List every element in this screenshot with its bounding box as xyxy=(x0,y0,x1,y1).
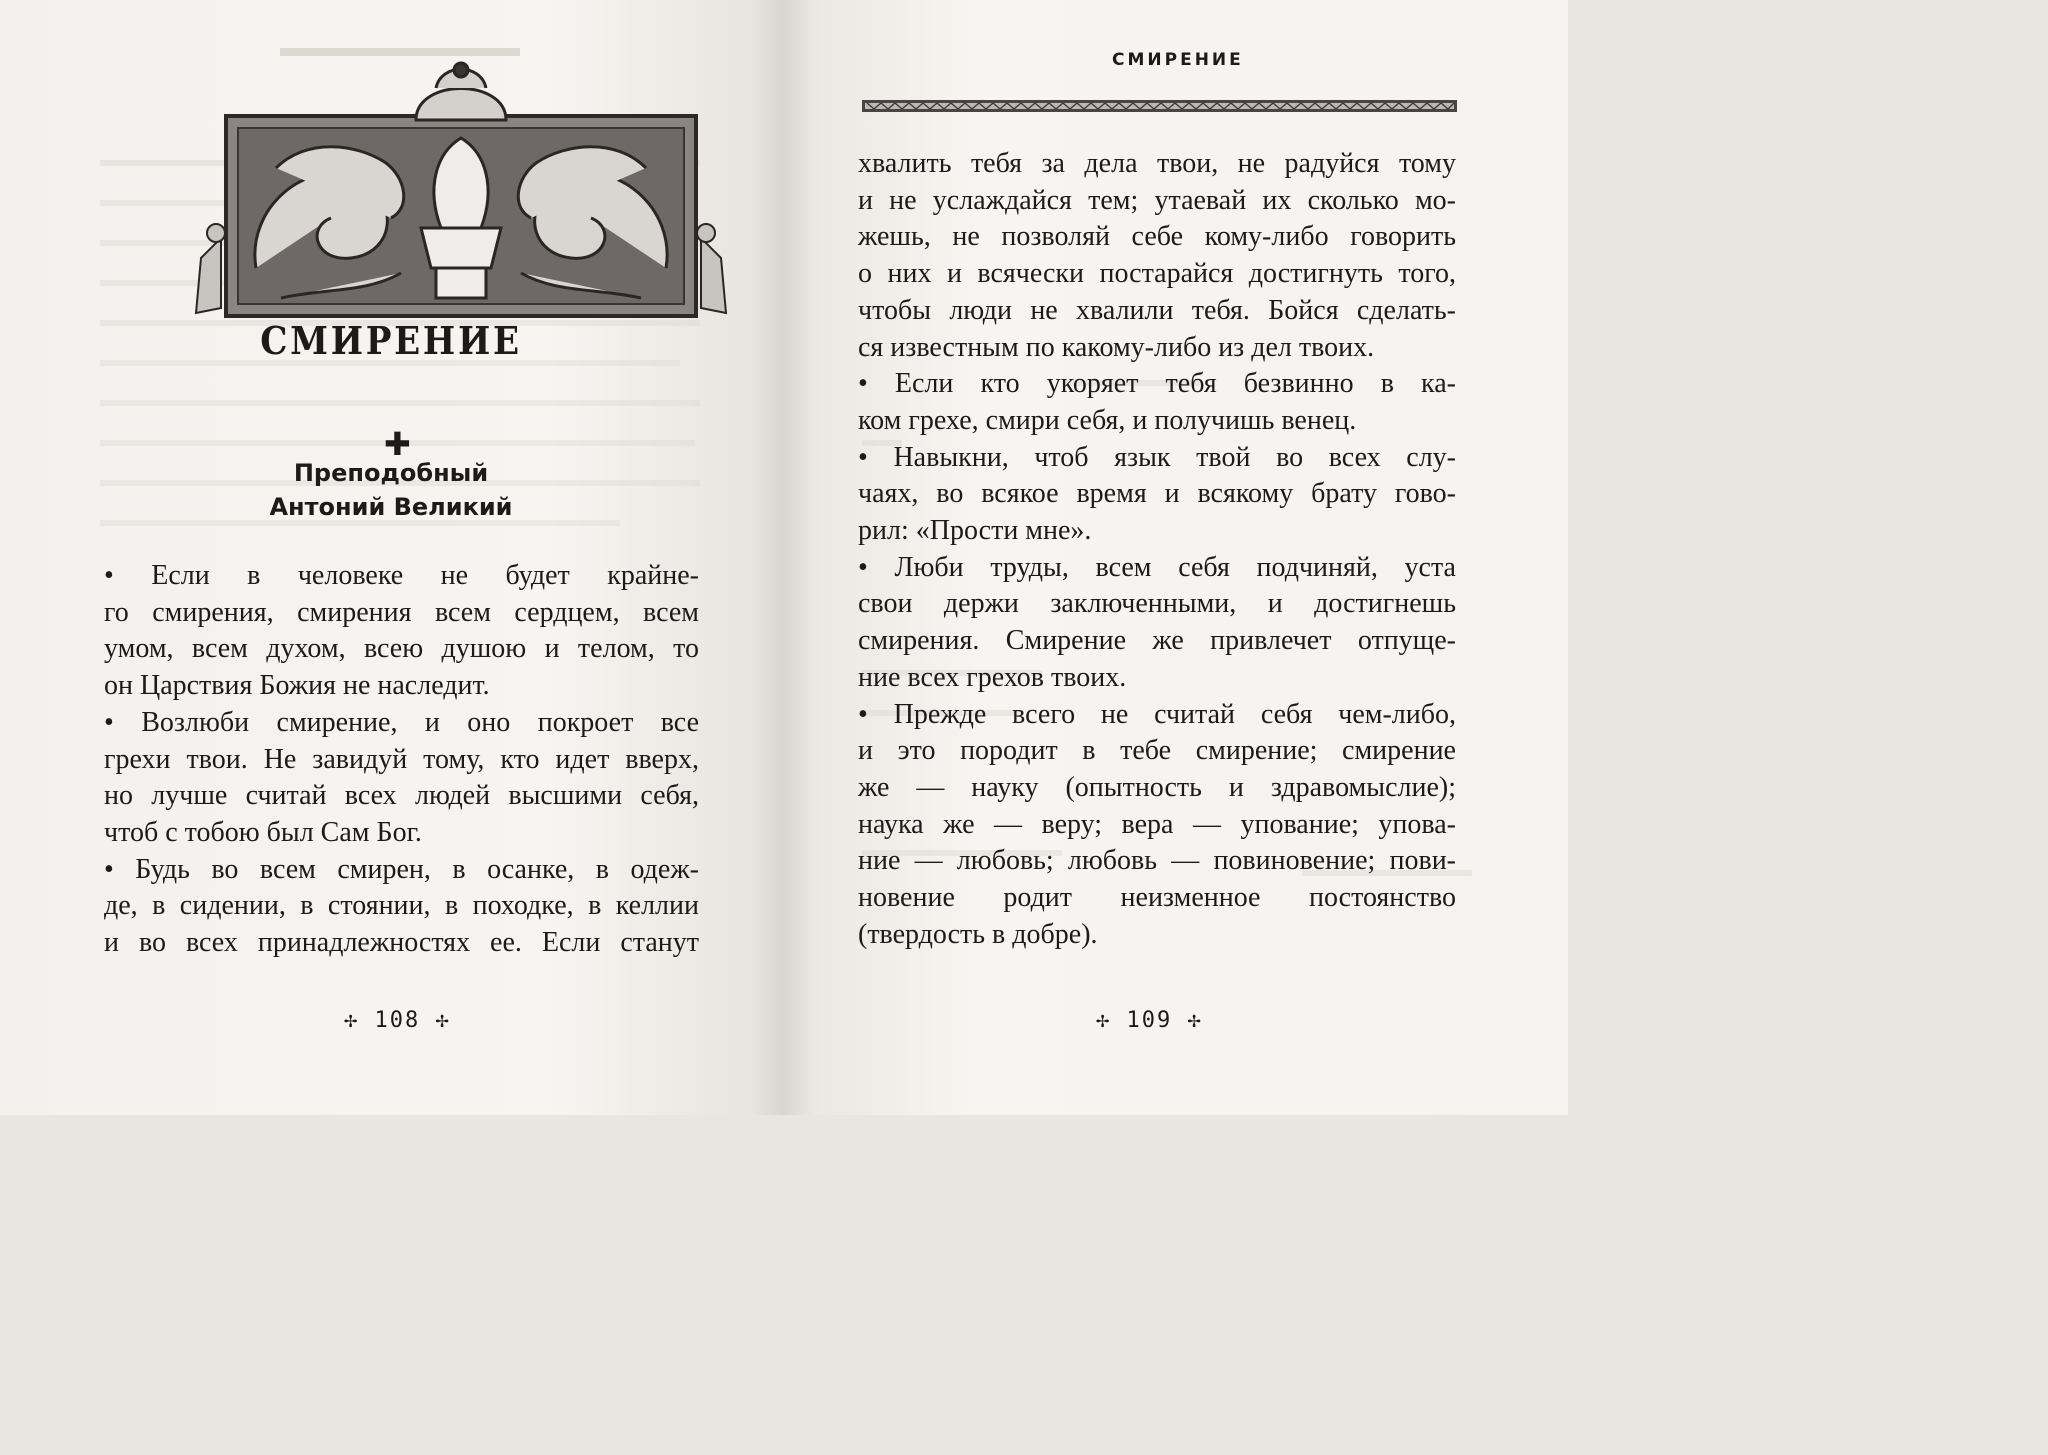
text-line: жешь, не позволяй себе кому-либо говорить xyxy=(858,221,1456,253)
text-line: (твердость в добре). xyxy=(858,918,1098,950)
decorative-rule xyxy=(862,98,1457,114)
right-body-text xyxy=(858,146,1456,953)
text-line: рил: «Прости мне». xyxy=(858,515,1092,547)
text-line: де, в сидении, в стоянии, в походке, в келлии xyxy=(104,890,699,922)
text-line: • Прежде всего не считай себя чем-либо, xyxy=(858,698,1456,730)
author-heading xyxy=(0,456,782,524)
text-line: ние всех грехов твоих. xyxy=(858,661,1127,693)
text-line: умом, всем духом, всею душою и телом, то xyxy=(104,633,699,665)
text-line: и это породит в тебе смирение; смирение xyxy=(858,735,1456,767)
text-line: • Если кто укоряет тебя безвинно в ка- xyxy=(858,368,1456,400)
author-line-1: Преподобный xyxy=(293,459,489,487)
cross-icon: ✚ xyxy=(384,425,411,463)
text-line: • Возлюби смирение, и оно покроет все xyxy=(104,706,699,738)
text-line: и не услаждайся тем; утаевай их сколько мо- xyxy=(858,184,1456,216)
text-line: он Царствия Божия не наследит. xyxy=(104,670,490,702)
text-line: • Люби труды, всем себя подчиняй, уста xyxy=(858,551,1456,583)
left-body-text xyxy=(104,558,699,962)
text-line: • Навыкни, чтоб язык твой во всех слу- xyxy=(858,441,1456,473)
text-line: • Будь во всем смирен, в осанке, в одеж- xyxy=(104,853,699,885)
text-line: новение родит неизменное постоянство xyxy=(858,882,1456,914)
running-head: СМИРЕНИЕ xyxy=(1112,50,1244,70)
text-line: свои держи заключенными, и достигнешь xyxy=(858,588,1456,620)
ornament-headpiece-icon xyxy=(186,58,736,333)
text-line: чтоб с тобою был Сам Бог. xyxy=(104,816,422,848)
left-page xyxy=(0,0,782,1115)
text-line: ние — любовь; любовь — повиновение; пови- xyxy=(858,845,1456,877)
text-line: го смирения, смирения всем сердцем, всем xyxy=(104,596,699,628)
text-line: ком грехе, смири себя, и получишь венец. xyxy=(858,404,1357,436)
text-line: • Если в человеке не будет крайне- xyxy=(104,560,699,591)
text-line: наука же — веру; вера — упование; упова- xyxy=(858,808,1456,840)
page-number-left: ✢ 108 ✢ xyxy=(344,1008,451,1033)
text-line: ся известным по какому-либо из дел твоих. xyxy=(858,331,1375,363)
text-line: же — науку (опытность и здравомыслие); xyxy=(858,771,1456,803)
text-line: но лучше считай всех людей высшими себя, xyxy=(104,780,699,812)
text-line: и во всех принадлежностях ее. Если станут xyxy=(104,927,699,959)
text-line: хвалить тебя за дела твои, не радуйся тому xyxy=(858,148,1456,179)
page-number-right: ✢ 109 ✢ xyxy=(1096,1008,1203,1033)
text-line: чтобы люди не хвалили тебя. Бойся сделать- xyxy=(858,294,1456,326)
chapter-title: СМИРЕНИЕ xyxy=(260,318,522,363)
text-line: грехи твои. Не завидуй тому, кто идет вверх, xyxy=(104,743,699,775)
text-line: о них и всячески постарайся достигнуть того, xyxy=(858,258,1456,290)
author-line-2: Антоний Великий xyxy=(269,493,513,521)
text-line: смирения. Смирение же привлечет отпуще- xyxy=(858,625,1456,657)
text-line: чаях, во всякое время и всякому брату гово- xyxy=(858,478,1456,510)
